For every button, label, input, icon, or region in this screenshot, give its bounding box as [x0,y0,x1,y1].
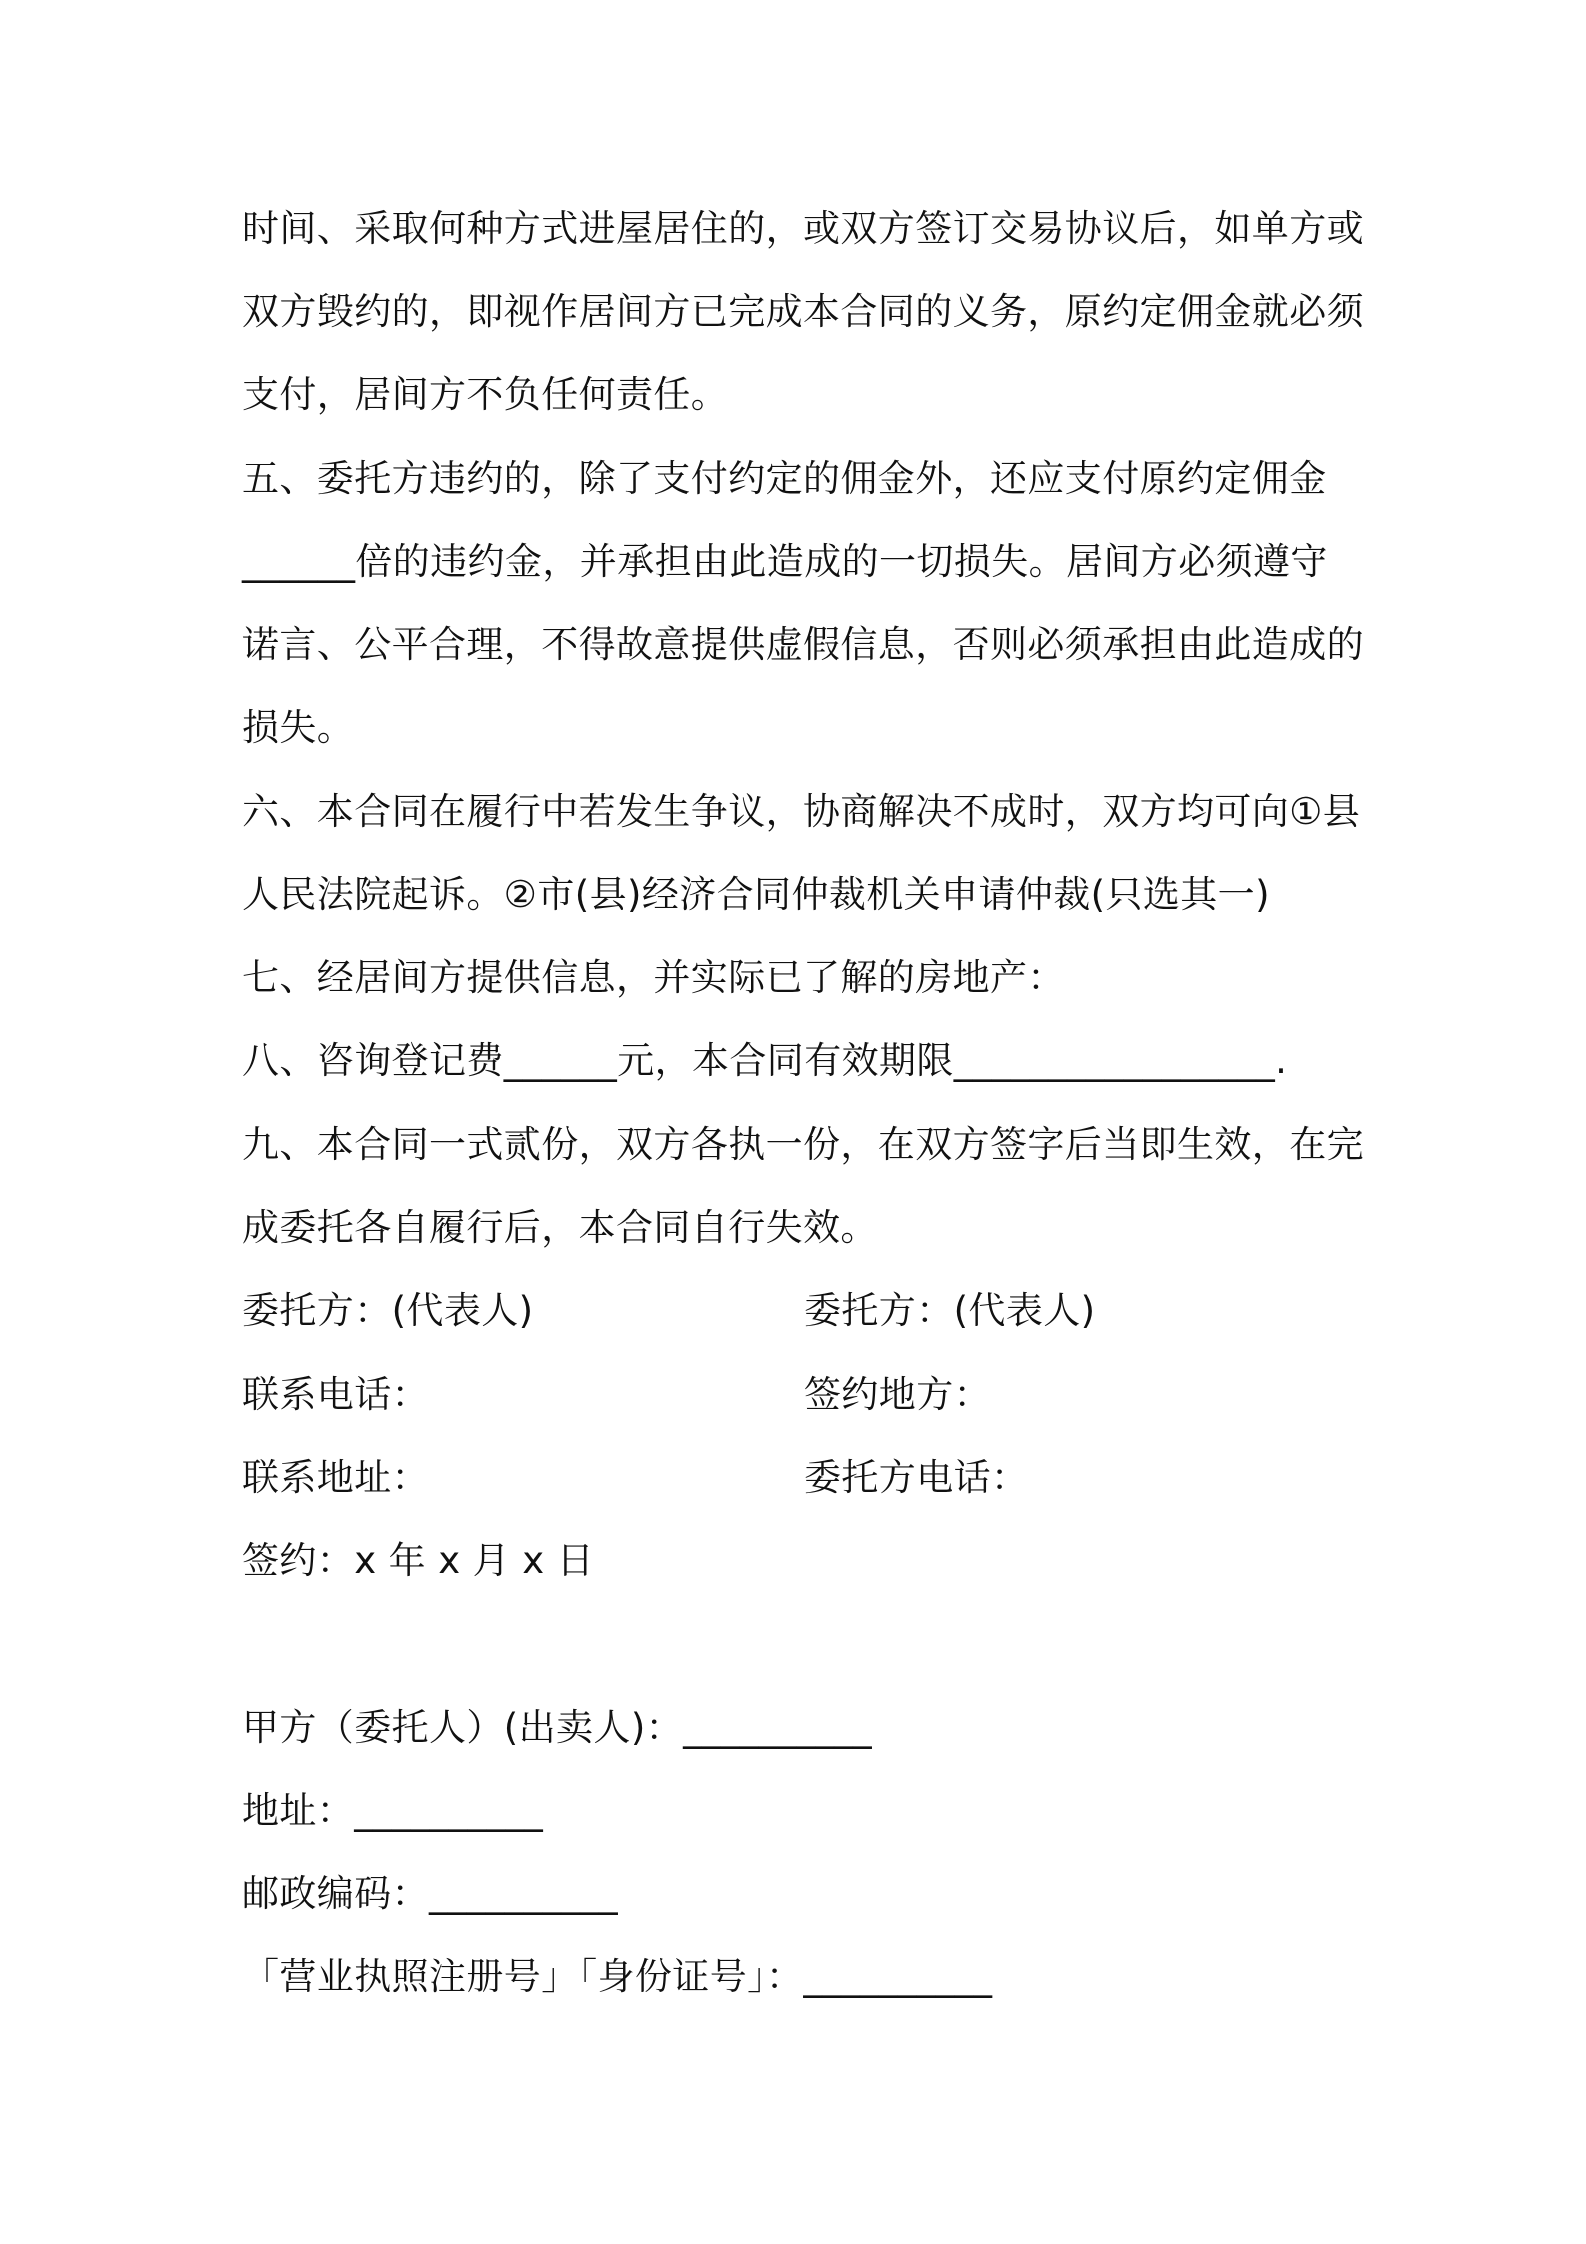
party-a-license-id-label: 「营业执照注册号」「身份证号」：__________ [242,1955,993,1998]
party-a-address-label: 地址：__________ [242,1789,544,1832]
contact-address-label: 联系地址： [242,1456,429,1499]
client-phone-label: 委托方电话： [804,1456,1029,1499]
body-line: 人民法院起诉。②市(县)经济合同仲裁机关申请仲裁(只选其一) [242,873,1270,916]
signing-place-label: 签约地方： [804,1373,991,1416]
body-line: 损失。 [242,706,355,749]
body-line: 成委托各自履行后，本合同自行失效。 [242,1206,878,1249]
clause-nine: 九、本合同一式贰份，双方各执一份，在双方签字后当即生效，在完 [242,1123,1364,1166]
party-a-seller-label: 甲方（委托人）(出卖人)：__________ [242,1706,873,1749]
signing-date-label: 签约：x 年 x 月 x 日 [242,1539,595,1582]
body-line: 诺言、公平合理，不得故意提供虚假信息，否则必须承担由此造成的 [242,623,1364,666]
client-representative-label-right: 委托方：(代表人) [804,1289,1096,1332]
body-line: ______倍的违约金，并承担由此造成的一切损失。居间方必须遵守 [242,540,1328,583]
party-a-postcode-label: 邮政编码：__________ [242,1872,618,1915]
clause-eight: 八、咨询登记费______元，本合同有效期限_________________. [242,1039,1288,1082]
clause-seven: 七、经居间方提供信息，并实际已了解的房地产： [242,956,1065,999]
clause-five: 五、委托方违约的，除了支付约定的佣金外，还应支付原约定佣金 [242,457,1327,500]
contact-phone-label: 联系电话： [242,1373,429,1416]
body-line: 支付，居间方不负任何责任。 [242,373,729,416]
body-line: 时间、采取何种方式进屋居住的，或双方签订交易协议后，如单方或 [242,207,1364,250]
client-representative-label: 委托方：(代表人) [242,1289,534,1332]
clause-six: 六、本合同在履行中若发生争议，协商解决不成时，双方均可向①县 [242,790,1361,833]
body-line: 双方毁约的，即视作居间方已完成本合同的义务，原约定佣金就必须 [242,290,1364,333]
